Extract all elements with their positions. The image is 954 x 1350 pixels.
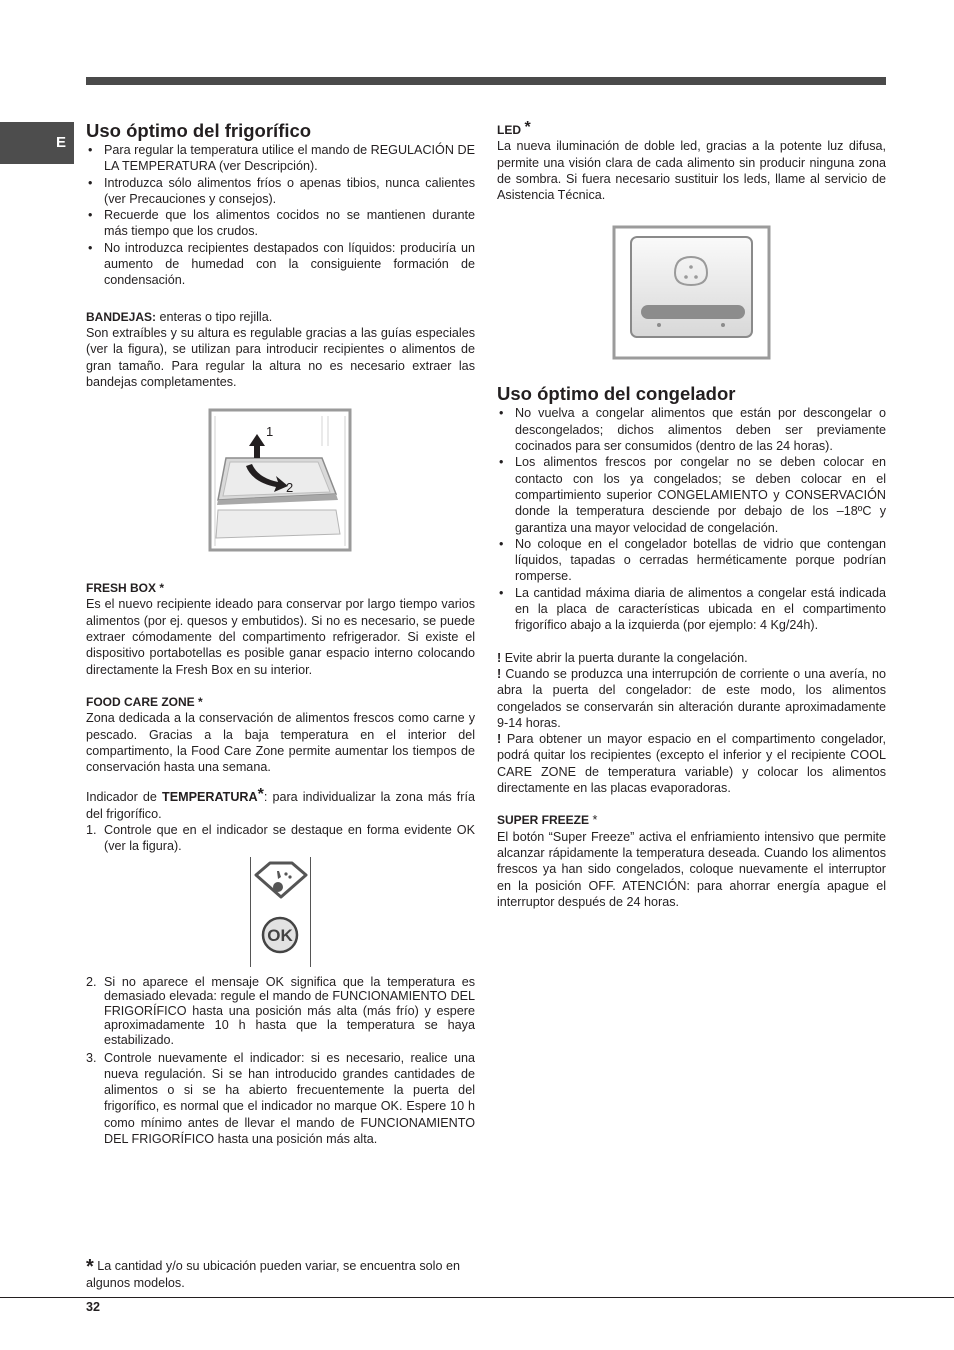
warning-mark: ! [497, 732, 502, 747]
temperature-indicator-intro [86, 787, 475, 822]
warning-text: Para obtener un mayor espacio en el compartimento congelador, podrá quitar los recipientes (excepto el inferior y el recipiente COOL CARE ZONE de temperatura variable) y colocar los alimentos directamente en las placas evaporadoras. [497, 732, 886, 796]
shelf-figure-label-1: 1 [266, 424, 274, 440]
list-item: • No coloque en el congelador botellas de vidrio que contengan líquidos, tapadas o cerradas herméticamente porque podrían romperse. [497, 536, 886, 585]
list-item [86, 1050, 475, 1148]
step-text: Si no aparece el mensaje OK significa que la temperatura es demasiado elevada: regule el mando de FUNCIONAMIENTO DEL FRIGORÍFICO hasta una posición más alta (más frío) y espere aproximadamente 10 h hasta que la temperatura se haya estabilizado. [104, 974, 475, 1047]
ok-indicator-figure [86, 857, 475, 969]
language-tab-label: E [56, 134, 67, 151]
step-number: 3. [86, 1050, 97, 1065]
step-number: 2. [86, 974, 97, 989]
shelves-intro [86, 309, 475, 325]
list-item: • La cantidad máxima diaria de alimentos a congelar está indicada en la placa de características ubicada en el compartimento frigorífico abajo a la izquierda (por ejemplo: 4 Kg/24h). [497, 585, 886, 634]
list-item [86, 822, 475, 855]
list-item: • Recuerde que los alimentos cocidos no se mantienen durante más tiempo que los crudos. [86, 207, 475, 240]
shelf-figure-label-2: 2 [286, 480, 294, 496]
list-item: • Para regular la temperatura utilice el mando de REGULACIÓN DE LA TEMPERATURA (ver Descripción). [86, 142, 475, 175]
food-care-zone-heading: FOOD CARE ZONE * [86, 694, 203, 709]
right-column [497, 118, 886, 910]
led-light-figure [497, 225, 886, 361]
list-item: • No introduzca recipientes destapados con líquidos: produciría un aumento de humedad con la consiguiente formación de condensación. [86, 240, 475, 289]
warning-mark: ! [497, 666, 502, 681]
super-freeze-text: El botón “Super Freeze” activa el enfriamiento intensivo que permite alcanzar rápidamente la temperatura deseada. Cuando los alimentos frescos ya han sido congelados, coloque nuevamente el interruptor en la posición OFF. ATENCIÓN: para ahorrar energía apague el interruptor después de 24 horas. [497, 829, 886, 909]
warning-note [497, 650, 886, 666]
super-freeze-heading [497, 812, 886, 828]
shelves-label-rest: enteras o tipo rejilla. [156, 309, 273, 324]
shelf-figure [86, 406, 475, 554]
warning-note [497, 666, 886, 731]
fridge-tips-list [86, 142, 475, 289]
led-asterisk: * [524, 119, 531, 136]
footnote [86, 1258, 475, 1291]
page-number: 32 [86, 1300, 101, 1314]
language-tab [0, 122, 74, 164]
freezer-tips-list [497, 405, 886, 633]
led-text: La nueva iluminación de doble led, gracias a la potente luz difusa, permite una visión clara de cada alimento sin producir ninguna zona de sombra. Si fuera necesario sustituir los leds, llame al servicio de Asistencia Técnica. [497, 139, 886, 203]
led-heading-text: LED [497, 123, 521, 137]
indicator-post-text: : para individualizar la zona más fría del frigorífico. [86, 790, 475, 821]
fresh-box-text: Es el nuevo recipiente ideado para conservar por largo tiempo varios alimentos (por ej. quesos y embutidos). Si no es necesario, se puede extraer cómodamente del compartimento refrigerador. Si existe el dispositivo portabotellas es posible ganar espacio interno colocando directamente la Fresh Box en su interior. [86, 597, 475, 677]
indicator-bold-text: TEMPERATURA [162, 790, 258, 805]
warning-mark: ! [497, 650, 502, 665]
indicator-asterisk: * [257, 786, 264, 804]
list-item: • No vuelva a congelar alimentos que están por descongelar o descongelados; dichos alimentos deben ser previamente cocinados para ser consumidos (dentro de las 24 horas). [497, 405, 886, 454]
fridge-section-title: Uso óptimo del frigorífico [86, 120, 312, 141]
super-freeze-asterisk: * [589, 813, 598, 828]
indicator-steps-part2 [86, 975, 475, 1148]
indicator-steps-part1 [86, 822, 475, 855]
list-item: • Introduzca sólo alimentos fríos o apenas tibios, nunca calientes (ver Precauciones y consejos). [86, 175, 475, 208]
super-freeze-heading-text: SUPER FREEZE [497, 813, 590, 828]
list-item [86, 975, 475, 1048]
top-rule [86, 77, 886, 85]
footnote-text: La cantidad y/o su ubicación pueden variar, se encuentra solo en algunos modelos. [86, 1259, 460, 1290]
list-item: • Los alimentos frescos por congelar no se deben colocar en contacto con los ya congelados; se deben colocar en el compartimiento superior CONGELAMIENTO y CONSERVACIÓN donde la temperatura desciende por debajo de los –18ºC y garantiza una mayor velocidad de congelación. [497, 454, 886, 535]
warning-text: Cuando se produzca una interrupción de corriente o una avería, no abra la puerta del congelador: de este modo, los alimentos congelados se conservarán sin alteración durante aproximadamente 9-14 horas. [497, 666, 886, 730]
step-text: Controle nuevamente el indicador: si es necesario, realice una nueva regulación. Si se han introducido grandes cantidades de alimentos o si se ha abierto frecuentemente la puerta del frigorífico, es normal que el indicador no marque OK. Espere 10 h como mínimo antes de llevar el mando de FUNCIONAMIENTO DEL FRIGORÍFICO hasta una posición más alta. [104, 1050, 475, 1147]
shelves-text: Son extraíbles y su altura es regulable gracias a las guías especiales (ver la figura), se utilizan para introducir recipientes o alimentos de gran tamaño. Para regular la altura no es necesario extraer las bandejas completamentes. [86, 325, 475, 389]
warning-text: Evite abrir la puerta durante la congelación. [501, 650, 748, 665]
footnote-asterisk: * [86, 1256, 94, 1278]
fresh-box-heading: FRESH BOX * [86, 581, 165, 596]
left-column [86, 118, 475, 1147]
led-heading [497, 120, 886, 138]
food-care-zone-text: Zona dedicada a la conservación de alimentos frescos como carne y pescado. Gracias a la baja temperatura en el interior del compartimento, la Food Care Zone permite aumentar los tiempos de conservación hasta una semana. [86, 711, 475, 775]
bottom-rule [0, 1297, 954, 1298]
step-number: 1. [86, 823, 97, 838]
warning-note [497, 731, 886, 796]
freezer-section-title: Uso óptimo del congelador [497, 383, 736, 405]
shelves-label: BANDEJAS: [86, 309, 157, 324]
step-text: Controle que en el indicador se destaque en forma evidente OK (ver la figura). [104, 823, 475, 854]
ok-indicator-label: OK [267, 925, 293, 945]
indicator-pre-text: Indicador de [86, 790, 162, 805]
